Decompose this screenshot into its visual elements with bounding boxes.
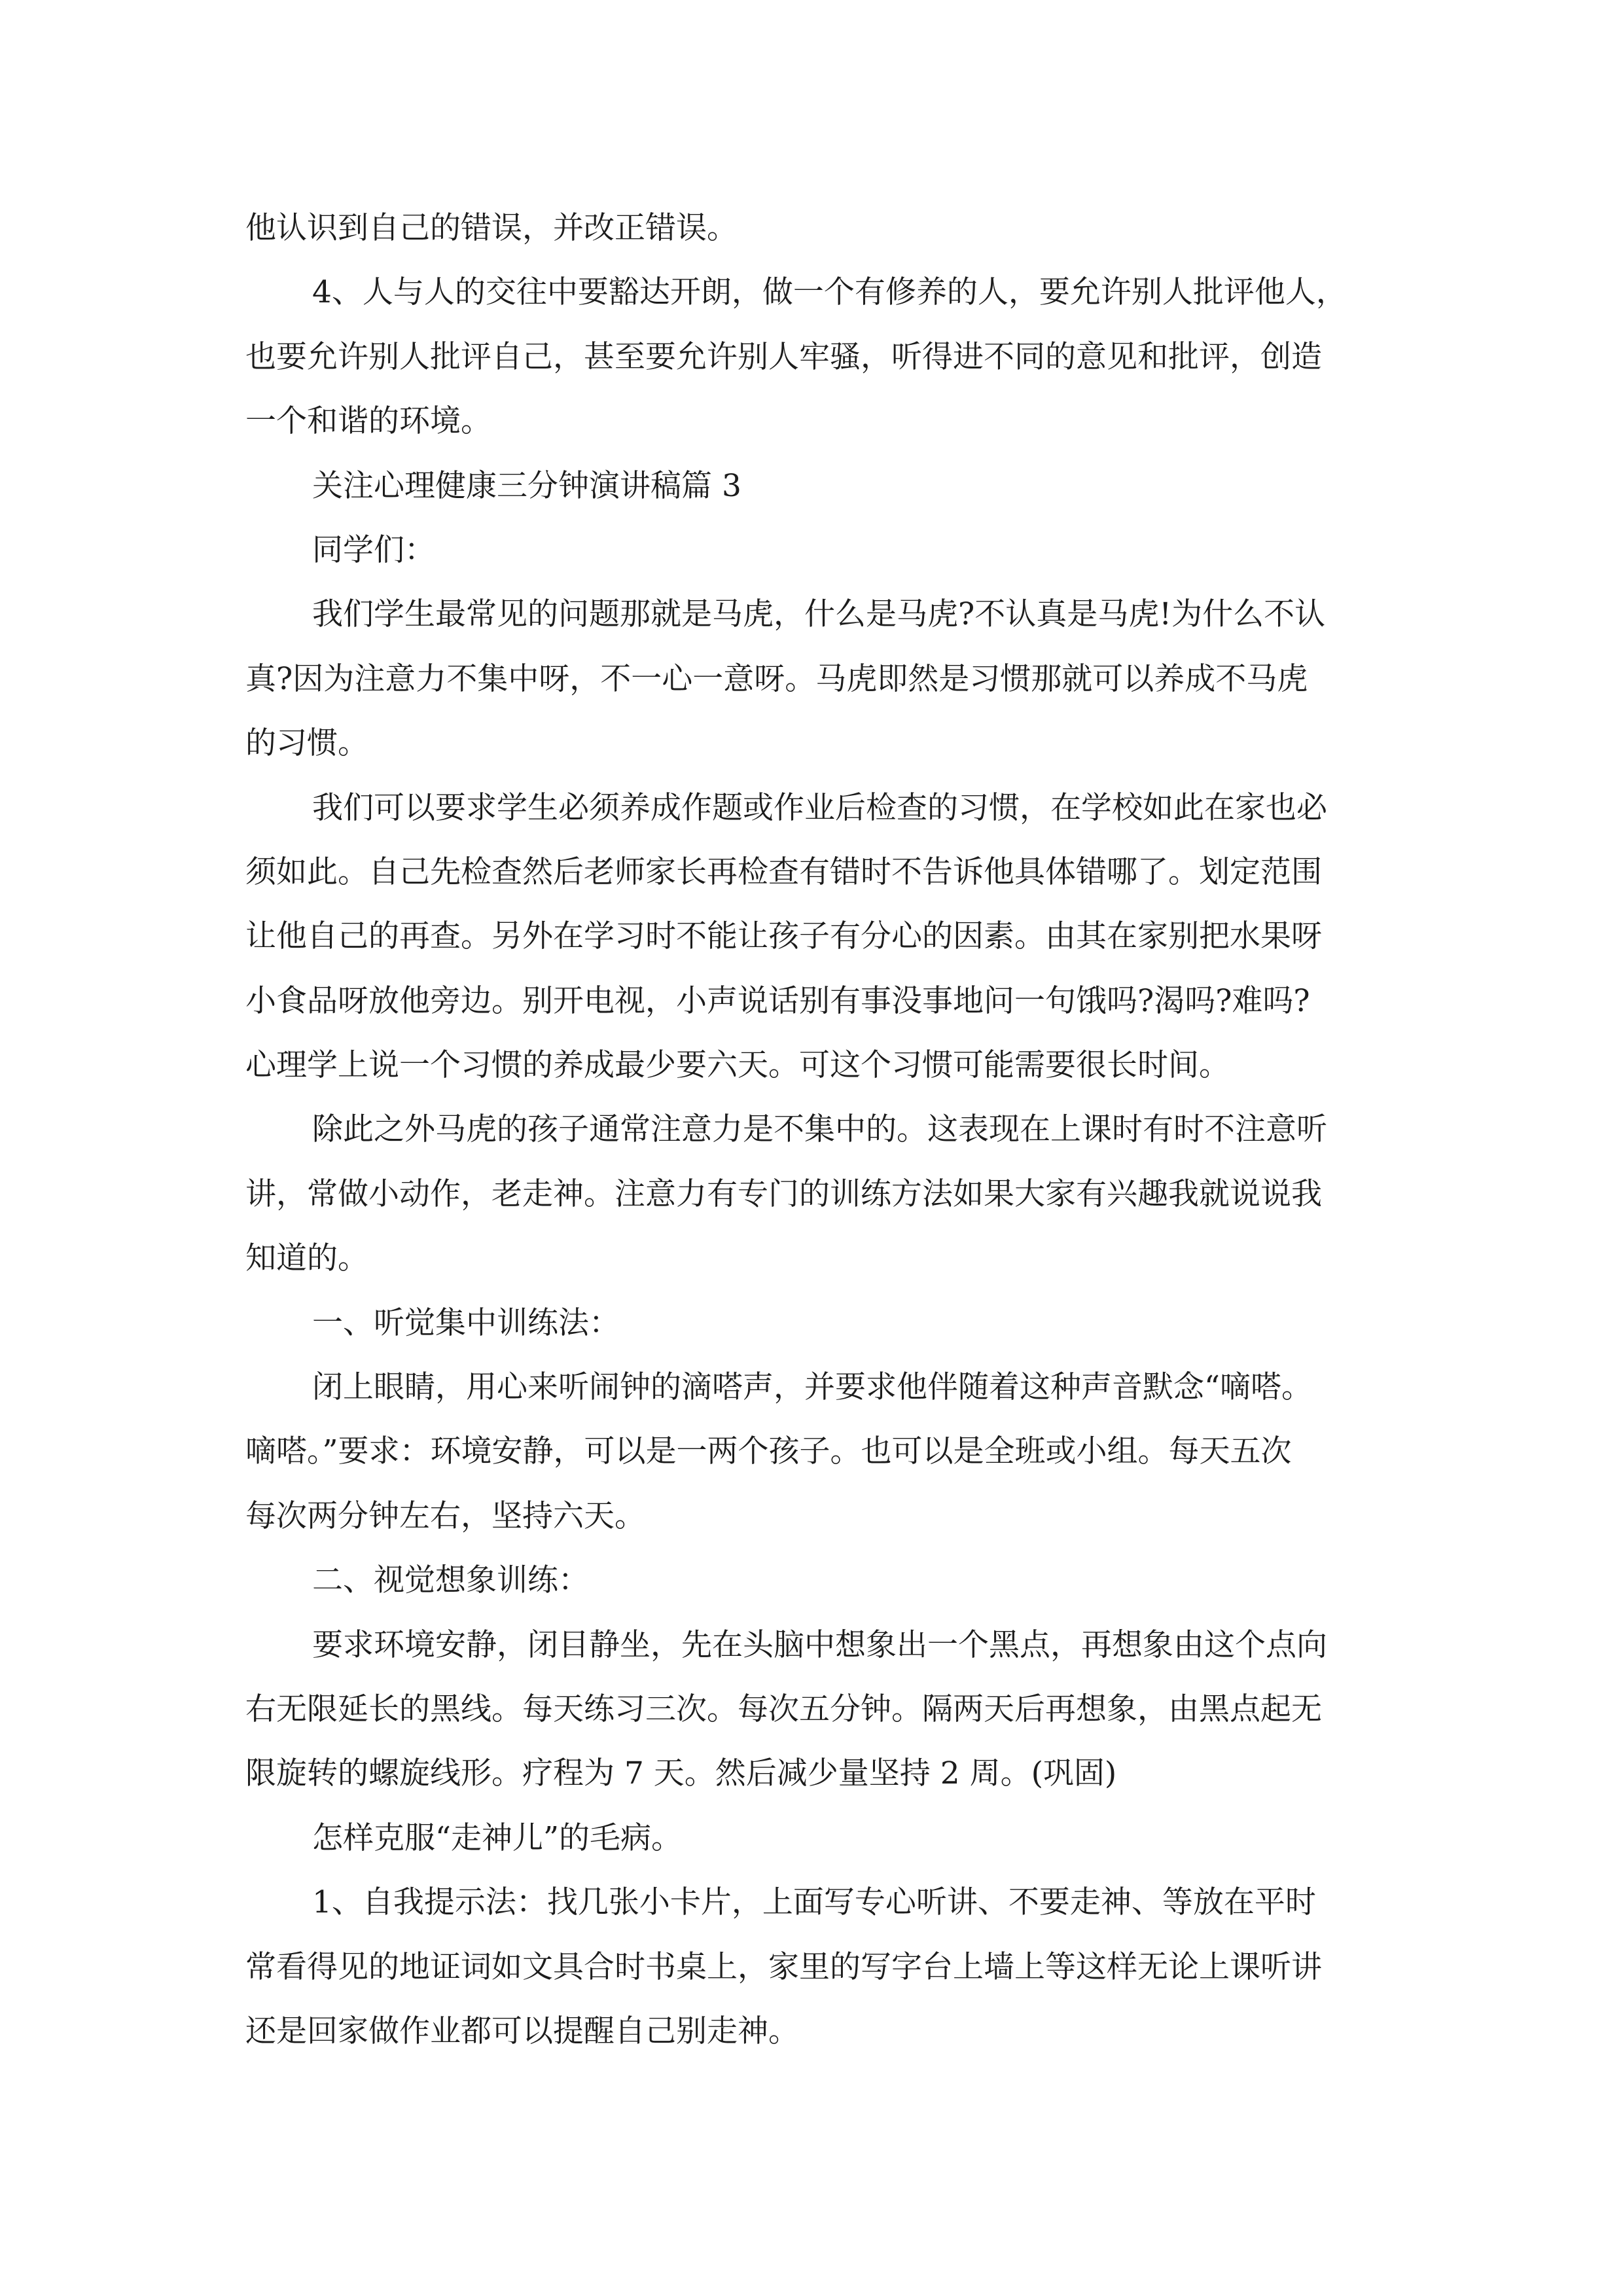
- text-line: 嘀嗒。”要求：环境安静，可以是一两个孩子。也可以是全班或小组。每天五次: [245, 1433, 1292, 1470]
- text-line: 真?因为注意力不集中呀，不一心一意呀。马虎即然是习惯那就可以养成不马虎: [245, 660, 1308, 697]
- text-line: 一个和谐的环境。: [245, 403, 491, 440]
- text-line: 4、人与人的交往中要豁达开朗，做一个有修养的人，要允许别人批评他人，: [312, 274, 1347, 311]
- text-line: 讲，常做小动作，老走神。注意力有专门的训练方法如果大家有兴趣我就说说我: [245, 1175, 1322, 1212]
- subheading: 一、听觉集中训练法：: [312, 1304, 620, 1341]
- text-line: 常看得见的地证词如文具合时书桌上，家里的写字台上墙上等这样无论上课听讲: [245, 1948, 1322, 1985]
- text-line: 的习惯。: [245, 725, 368, 762]
- text-line: 限旋转的螺旋线形。疗程为 7 天。然后减少量坚持 2 周。(巩固): [245, 1755, 1117, 1792]
- text-line: 除此之外马虎的孩子通常注意力是不集中的。这表现在上课时有时不注意听: [312, 1111, 1327, 1148]
- text-line: 还是回家做作业都可以提醒自己别走神。: [245, 2013, 799, 2049]
- document-body: [245, 196, 1387, 2064]
- text-line: 他认识到自己的错误，并改正错误。: [245, 210, 738, 246]
- salutation: 同学们：: [312, 531, 435, 568]
- text-line: 须如此。自己先检查然后老师家长再检查有错时不告诉他具体错哪了。划定范围: [245, 853, 1322, 890]
- section-heading: 关注心理健康三分钟演讲稿篇 3: [312, 467, 741, 504]
- subheading: 二、视觉想象训练：: [312, 1562, 589, 1599]
- text-line: 心理学上说一个习惯的养成最少要六天。可这个习惯可能需要很长时间。: [245, 1047, 1230, 1084]
- text-line: 每次两分钟左右，坚持六天。: [245, 1498, 645, 1534]
- text-line: 要求环境安静，闭目静坐，先在头脑中想象出一个黑点，再想象由这个点向: [312, 1626, 1327, 1663]
- text-line: 我们可以要求学生必须养成作题或作业后检查的习惯，在学校如此在家也必: [312, 789, 1327, 826]
- text-line: 1、自我提示法：找几张小卡片，上面写专心听讲、不要走神、等放在平时: [312, 1884, 1316, 1921]
- text-line: 知道的。: [245, 1240, 368, 1277]
- text-line: 也要允许别人批评自己，甚至要允许别人牢骚，听得进不同的意见和批评，创造: [245, 338, 1322, 375]
- text-line: 我们学生最常见的问题那就是马虎，什么是马虎?不认真是马虎!为什么不认: [312, 596, 1326, 633]
- text-line: 右无限延长的黑线。每天练习三次。每次五分钟。隔两天后再想象，由黑点起无: [245, 1691, 1322, 1727]
- subheading: 怎样克服“走神儿”的毛病。: [312, 1820, 683, 1856]
- text-line: 小食品呀放他旁边。别开电视，小声说话别有事没事地问一句饿吗?渴吗?难吗?: [245, 982, 1310, 1019]
- text-line: 闭上眼睛，用心来听闹钟的滴嗒声，并要求他伴随着这种声音默念“嘀嗒。: [312, 1369, 1313, 1406]
- text-line: 让他自己的再查。另外在学习时不能让孩子有分心的因素。由其在家别把水果呀: [245, 918, 1322, 955]
